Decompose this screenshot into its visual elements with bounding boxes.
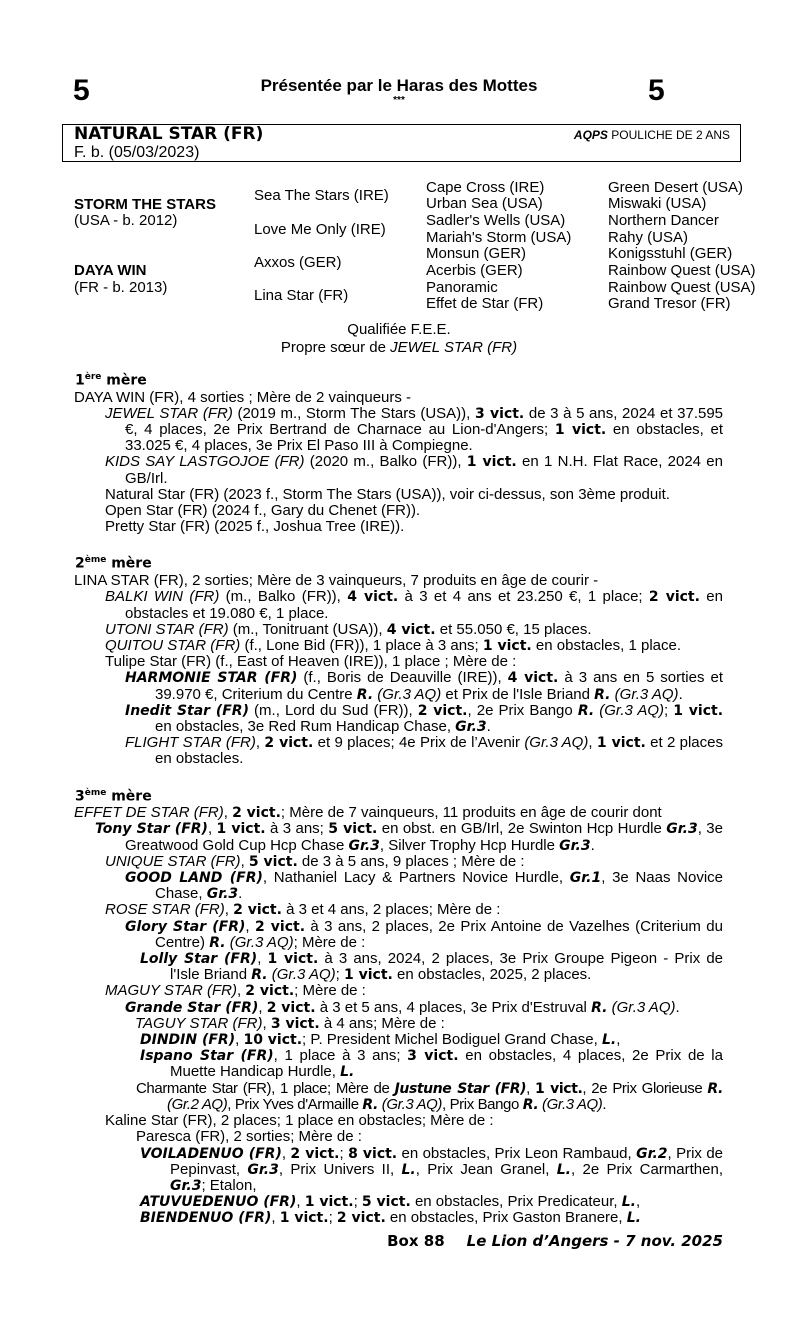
pedigree-g3: Effet de Star (FR) xyxy=(426,295,544,312)
pedigree-g4: Northern Dancer xyxy=(608,212,719,229)
sire-info: (USA - b. 2012) xyxy=(74,212,178,229)
horse-header-box xyxy=(62,124,741,162)
produce-entry: GOOD LAND (FR), Nathaniel Lacy & Partners Novice Hurdle, Gr.1, 3e Naas Novice Chase, Gr.3. xyxy=(125,869,723,903)
produce-entry: Natural Star (FR) (2023 f., Storm The Stars (USA)), voir ci-dessus, son 3ème produit. xyxy=(105,485,670,503)
produce-entry: Charmante Star (FR), 1 place; Mère de Justune Star (FR), 1 vict., 2e Prix Glorieuse R. (Gr.2 AQ), Prix Yves d'Armaille R. (Gr.3 AQ), Prix Bango R. (Gr.3 AQ). xyxy=(136,1079,723,1113)
pedigree-g3: Monsun (GER) xyxy=(426,245,527,262)
horse-name: NATURAL STAR (FR) xyxy=(74,124,264,144)
produce-entry: Pretty Star (FR) (2025 f., Joshua Tree (IRE)). xyxy=(105,518,405,536)
produce-entry: HARMONIE STAR (FR) (f., Boris de Deauville (IRE)), 4 vict. à 3 ans en 5 sorties et 39.970 €, Criterium du Centre R. (Gr.3 AQ) et Prix de l'Isle Briand R. (Gr.3 AQ). xyxy=(125,669,723,703)
produce-entry: TAGUY STAR (FR), 3 vict. à 4 ans; Mère de : xyxy=(135,1014,445,1032)
produce-entry: ROSE STAR (FR), 2 vict. à 3 et 4 ans, 2 places; Mère de : xyxy=(105,901,501,919)
produce-entry: Tony Star (FR), 1 vict. à 3 ans; 5 vict. en obst. en GB/Irl, 2e Swinton Hcp Hurdle Gr.3, 3e Greatwood Gold Cup Hcp Chase Gr.3, Silver Trophy Hcp Hurdle Gr.3. xyxy=(95,820,723,854)
horse-category xyxy=(574,128,730,142)
lot-number-right: 5 xyxy=(648,74,665,107)
produce-entry: Glory Star (FR), 2 vict. à 3 ans, 2 places, 2e Prix Antoine de Vazelhes (Criterium du Centre) R. (Gr.3 AQ); Mère de : xyxy=(125,917,723,951)
produce-entry: VOILADENUO (FR), 2 vict.; 8 vict. en obstacles, Prix Leon Rambaud, Gr.2, Prix de Pepinvast, Gr.3, Prix Univers II, L., Prix Jean Granel, L., 2e Prix Carmarthen, Gr.3; Etalon, xyxy=(140,1144,723,1194)
pedigree-g4: Rainbow Quest (USA) xyxy=(608,279,756,296)
pedigree-g3: Panoramic xyxy=(426,279,498,296)
produce-entry: Paresca (FR), 2 sorties; Mère de : xyxy=(136,1128,362,1146)
produce-entry: Open Star (FR) (2024 f., Gary du Chenet (FR)). xyxy=(105,502,421,520)
section-title-3: 3ème mère xyxy=(75,787,152,805)
produce-entry: UTONI STAR (FR) (m., Tonitruant (USA)), 4 vict. et 55.050 €, 15 places. xyxy=(105,620,592,638)
pedigree-g2: Love Me Only (IRE) xyxy=(254,221,386,238)
pedigree-g3: Urban Sea (USA) xyxy=(426,195,543,212)
presenter-title: Présentée par le Haras des Mottes xyxy=(260,76,538,95)
produce-entry: Lolly Star (FR), 1 vict. à 3 ans, 2024, 2 places, 3e Prix Groupe Pigeon - Prix de l'Isle Briand R. (Gr.3 AQ); 1 vict. en obstacles, 2025, 2 places. xyxy=(140,950,724,984)
produce-entry: Tulipe Star (FR) (f., East of Heaven (IRE)), 1 place ; Mère de : xyxy=(105,653,517,671)
produce-entry: DINDIN (FR), 10 vict.; P. President Michel Bodiguel Grand Chase, L., xyxy=(140,1031,621,1049)
produce-entry: ATUVUEDENUO (FR), 1 vict.; 5 vict. en obstacles, Prix Predicateur, L., xyxy=(140,1193,641,1211)
section-title-1: 1ère mère xyxy=(75,372,147,389)
pedigree-g3: Mariah's Storm (USA) xyxy=(426,229,572,246)
sale-location-date: Le Lion d’Angers - 7 nov. 2025 xyxy=(466,1232,723,1250)
presenter-stars: *** xyxy=(393,95,405,106)
produce-entry: BIENDENUO (FR), 1 vict.; 2 vict. en obstacles, Prix Gaston Branere, L. xyxy=(140,1209,641,1227)
pedigree-g2: Sea The Stars (IRE) xyxy=(254,187,389,204)
dam-info: (FR - b. 2013) xyxy=(74,279,168,296)
produce-entry: Ispano Star (FR), 1 place à 3 ans; 3 vict. en obstacles, 4 places, 2e Prix de la Muette Handicap Hurdle, L. xyxy=(140,1047,723,1081)
pedigree-g4: Konigsstuhl (GER) xyxy=(608,245,733,262)
sister-prefix: Propre sœur de xyxy=(280,339,391,356)
sister-line xyxy=(0,339,798,357)
produce-entry: Kaline Star (FR), 2 places; 1 place en obstacles; Mère de : xyxy=(105,1112,494,1130)
sister-name: JEWEL STAR (FR) xyxy=(390,339,518,356)
produce-entry: UNIQUE STAR (FR), 5 vict. de 3 à 5 ans, 9 places ; Mère de : xyxy=(105,852,525,870)
granddam-line: LINA STAR (FR), 2 sorties; Mère de 3 vainqueurs, 7 produits en âge de courir - xyxy=(74,572,599,590)
pedigree-g3: Acerbis (GER) xyxy=(426,262,523,279)
produce-entry: BALKI WIN (FR) (m., Balko (FR)), 4 vict. à 3 et 4 ans et 23.250 €, 1 place; 2 vict. en obstacles et 19.080 €, 1 place. xyxy=(105,588,723,622)
category-code: AQPS xyxy=(573,128,608,142)
dam-name: DAYA WIN xyxy=(74,262,147,279)
pedigree-g3: Cape Cross (IRE) xyxy=(426,179,545,196)
footer xyxy=(387,1232,723,1250)
section-title-2: 2ème mère xyxy=(75,555,152,573)
pedigree-g2: Axxos (GER) xyxy=(254,254,342,271)
produce-entry: QUITOU STAR (FR) (f., Lone Bid (FR)), 1 place à 3 ans; 1 vict. en obstacles, 1 place. xyxy=(105,636,682,654)
pedigree-g4: Miswaki (USA) xyxy=(608,195,707,212)
pedigree-g4: Rainbow Quest (USA) xyxy=(608,262,756,279)
horse-description: F. b. (05/03/2023) xyxy=(74,144,200,161)
great-granddam-line: EFFET DE STAR (FR), 2 vict.; Mère de 7 vainqueurs, 11 produits en âge de courir dont xyxy=(74,804,662,822)
box-number: Box 88 xyxy=(387,1232,445,1250)
pedigree-g3: Sadler's Wells (USA) xyxy=(426,212,566,229)
family-content xyxy=(75,368,723,1227)
produce-entry: Inedit Star (FR) (m., Lord du Sud (FR)), 2 vict., 2e Prix Bango R. (Gr.3 AQ); 1 vict. en obstacles, 3e Red Rum Handicap Chase, Gr.3. xyxy=(125,701,724,735)
produce-entry: MAGUY STAR (FR), 2 vict.; Mère de : xyxy=(105,982,366,1000)
pedigree-g4: Rahy (USA) xyxy=(608,229,689,246)
produce-entry: Grande Star (FR), 2 vict. à 3 et 5 ans, 4 places, 3e Prix d'Estruval R. (Gr.3 AQ). xyxy=(125,998,680,1016)
produce-entry: KIDS SAY LASTGOJOE (FR) (2020 m., Balko (FR)), 1 vict. en 1 N.H. Flat Race, 2024 en GB/Irl. xyxy=(105,453,723,487)
dam-line: DAYA WIN (FR), 4 sorties ; Mère de 2 vainqueurs - xyxy=(74,388,412,406)
pedigree-g2: Lina Star (FR) xyxy=(254,287,349,304)
pedigree-g4: Green Desert (USA) xyxy=(608,179,744,196)
category-desc: POULICHE DE 2 ANS xyxy=(611,128,730,142)
qualification: Qualifiée F.E.E. xyxy=(347,321,451,338)
produce-entry: FLIGHT STAR (FR), 2 vict. et 9 places; 4e Prix de l’Avenir (Gr.3 AQ), 1 vict. et 2 places en obstacles. xyxy=(125,734,723,768)
lot-number-left: 5 xyxy=(73,74,90,107)
produce-entry: JEWEL STAR (FR) (2019 m., Storm The Stars (USA)), 3 vict. de 3 à 5 ans, 2024 et 37.595 €, 4 places, 2e Prix Bertrand de Charnace au Lion-d'Angers; 1 vict. en obstacles, et 33.025 €, 4 places, 3e Prix El Paso III à Compiegne. xyxy=(105,404,724,455)
sire-name: STORM THE STARS xyxy=(74,196,216,213)
pedigree-g4: Grand Tresor (FR) xyxy=(608,295,731,312)
